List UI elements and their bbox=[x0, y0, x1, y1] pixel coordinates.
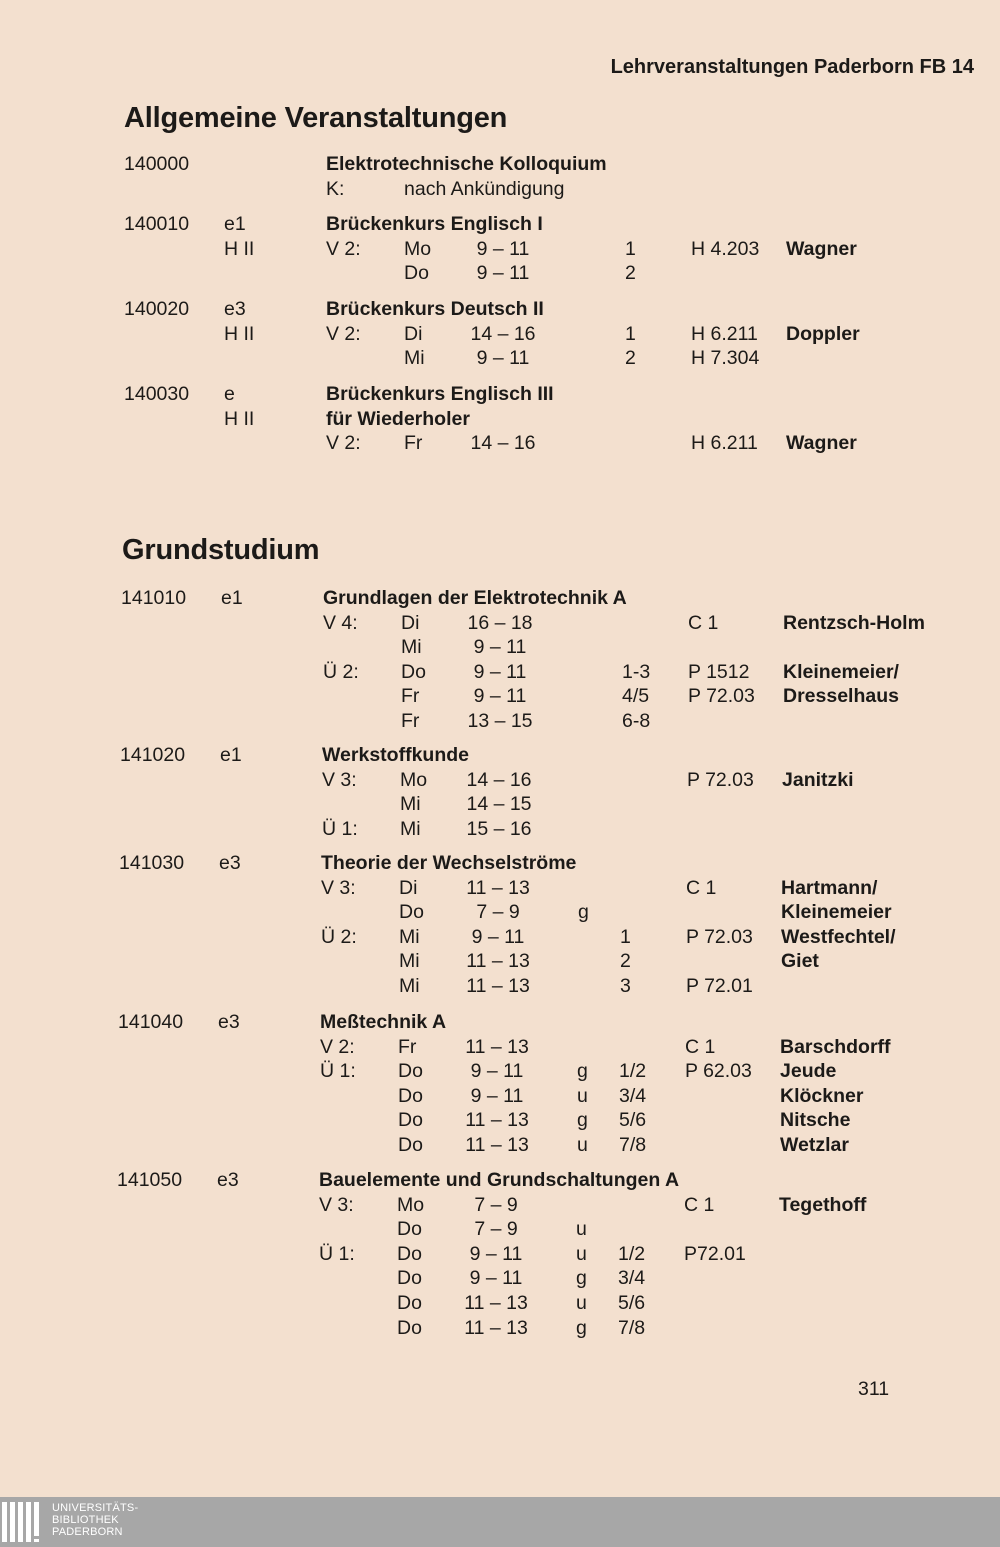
session-note: u bbox=[577, 1084, 588, 1107]
logo-line: PADERBORN bbox=[52, 1526, 123, 1538]
session-lecturer: Doppler bbox=[786, 322, 860, 345]
course-title: Bauelemente und Grundschaltungen A bbox=[319, 1169, 680, 1191]
session-day: Fr bbox=[398, 1035, 417, 1058]
session-lecturer: Kleinemeier/ bbox=[783, 660, 899, 683]
session-group: 3/4 bbox=[618, 1267, 646, 1290]
course-number: 140000 bbox=[124, 153, 190, 175]
session-time: 7 – 9 bbox=[474, 1193, 518, 1216]
session-day: Do bbox=[397, 1292, 422, 1314]
session-day: Di bbox=[401, 611, 420, 634]
course-location-code: H II bbox=[224, 237, 255, 260]
session-lecturer: Wagner bbox=[786, 237, 857, 260]
course-code: e3 bbox=[219, 852, 241, 874]
course-code: e bbox=[224, 383, 235, 405]
session-day: Mi bbox=[401, 636, 422, 659]
course-number: 140020 bbox=[124, 298, 190, 320]
section-title: Allgemeine Veranstaltungen bbox=[124, 102, 508, 134]
session-group: 5/6 bbox=[619, 1109, 647, 1132]
page-number: 311 bbox=[858, 1378, 890, 1400]
session-type: K: bbox=[326, 177, 345, 200]
session-room: H 4.203 bbox=[691, 237, 760, 260]
session-group: 5/6 bbox=[618, 1292, 646, 1314]
session-day: Mi bbox=[399, 925, 420, 948]
logo-line: UNIVERSITÄTS- bbox=[52, 1502, 139, 1514]
session-time: 11 – 13 bbox=[466, 950, 530, 973]
session-room: H 6.211 bbox=[691, 432, 758, 455]
session-time: 11 – 13 bbox=[465, 1109, 529, 1132]
session-day: Mo bbox=[397, 1193, 425, 1216]
course-number: 141010 bbox=[121, 587, 187, 609]
course-number: 141050 bbox=[117, 1169, 183, 1191]
session-group: 2 bbox=[625, 262, 636, 285]
session-time: 11 – 13 bbox=[466, 876, 530, 899]
session-day: Do bbox=[398, 1084, 423, 1107]
session-day: Mi bbox=[400, 793, 421, 816]
session-type: V 3: bbox=[322, 768, 357, 791]
session-type: V 2: bbox=[326, 432, 361, 455]
session-group: 3/4 bbox=[619, 1084, 647, 1107]
session-time: 9 – 11 bbox=[469, 1267, 523, 1290]
course-title: für Wiederholer bbox=[326, 407, 470, 430]
session-day: Mi bbox=[400, 817, 421, 840]
session-group: 1 bbox=[625, 237, 636, 260]
session-type: Ü 2: bbox=[323, 660, 359, 683]
course-location-code: H II bbox=[224, 322, 255, 345]
session-group: 4/5 bbox=[622, 685, 650, 708]
session-day: Do bbox=[398, 1060, 423, 1083]
session-type: V 3: bbox=[321, 876, 356, 899]
library-logo-icon bbox=[0, 1500, 48, 1544]
session-type: V 4: bbox=[323, 611, 358, 634]
session-time: 7 – 9 bbox=[476, 901, 520, 924]
session-room: P 72.03 bbox=[688, 685, 755, 708]
logo-line: BIBLIOTHEK bbox=[52, 1514, 119, 1526]
session-time: 14 – 15 bbox=[466, 793, 532, 816]
session-time: 11 – 13 bbox=[464, 1292, 528, 1314]
session-day: Fr bbox=[401, 710, 420, 732]
session-time: 14 – 16 bbox=[470, 432, 536, 455]
session-day: Do bbox=[397, 1242, 422, 1265]
course-code: e1 bbox=[224, 213, 246, 235]
session-lecturer: Jeude bbox=[780, 1060, 837, 1083]
session-day: Fr bbox=[404, 432, 423, 455]
session-lecturer: Klöckner bbox=[780, 1084, 864, 1107]
session-room: C 1 bbox=[685, 1035, 716, 1058]
session-time: 9 – 11 bbox=[469, 1242, 523, 1265]
session-group: 1/2 bbox=[619, 1060, 647, 1083]
session-time: 9 – 11 bbox=[470, 1084, 524, 1107]
session-lecturer: Kleinemeier bbox=[781, 901, 892, 924]
running-header: Lehrveranstaltungen Paderborn FB 14 bbox=[610, 56, 974, 78]
session-day: Do bbox=[397, 1316, 422, 1339]
session-time: 9 – 11 bbox=[476, 237, 530, 260]
course-title: Brückenkurs Deutsch II bbox=[326, 298, 544, 320]
session-group: 1-3 bbox=[622, 660, 651, 683]
session-day: Do bbox=[397, 1267, 422, 1290]
session-type: V 3: bbox=[319, 1193, 354, 1216]
session-note: u bbox=[576, 1292, 587, 1314]
course-title: Theorie der Wechselströme bbox=[321, 852, 577, 874]
session-day: Fr bbox=[401, 685, 420, 708]
course-number: 140010 bbox=[124, 213, 190, 235]
course-number: 140030 bbox=[124, 383, 190, 405]
session-room: C 1 bbox=[688, 611, 719, 634]
session-lecturer: Janitzki bbox=[782, 768, 854, 791]
session-type: V 2: bbox=[326, 237, 361, 260]
session-lecturer: Wagner bbox=[786, 432, 857, 455]
course-number: 141040 bbox=[118, 1011, 184, 1033]
session-time: 7 – 9 bbox=[474, 1218, 518, 1241]
session-time: 13 – 15 bbox=[467, 710, 533, 732]
session-room: P 72.03 bbox=[686, 925, 753, 948]
session-note: u bbox=[576, 1218, 587, 1241]
session-lecturer: Hartmann/ bbox=[781, 876, 878, 899]
course-code: e3 bbox=[224, 298, 246, 320]
session-group: 1/2 bbox=[618, 1242, 646, 1265]
course-title: Grundlagen der Elektrotechnik A bbox=[323, 587, 627, 609]
session-time: 11 – 13 bbox=[464, 1316, 528, 1339]
session-group: 2 bbox=[620, 950, 631, 973]
course-number: 141030 bbox=[119, 852, 185, 874]
session-note: g bbox=[577, 1109, 588, 1132]
session-group: 7/8 bbox=[619, 1134, 647, 1156]
session-lecturer: Rentzsch-Holm bbox=[783, 611, 925, 634]
session-room: H 6.211 bbox=[691, 322, 758, 345]
session-type: V 2: bbox=[326, 322, 361, 345]
session-room: P 72.01 bbox=[686, 975, 753, 997]
library-footer-bar bbox=[0, 1497, 1000, 1547]
session-group: 1 bbox=[625, 322, 636, 345]
session-time: 9 – 11 bbox=[473, 636, 527, 659]
session-group: 2 bbox=[625, 347, 636, 370]
session-group: 1 bbox=[620, 925, 631, 948]
course-code: e3 bbox=[218, 1011, 240, 1033]
session-day: Mi bbox=[404, 347, 425, 370]
session-day: Do bbox=[401, 660, 426, 683]
session-time: 11 – 13 bbox=[466, 975, 530, 997]
course-code: e1 bbox=[220, 744, 242, 766]
session-time: 9 – 11 bbox=[470, 1060, 524, 1083]
session-group: 7/8 bbox=[618, 1316, 646, 1339]
section-title: Grundstudium bbox=[122, 534, 320, 566]
session-note: g bbox=[576, 1316, 587, 1339]
session-note: g bbox=[576, 1267, 587, 1290]
session-time: 15 – 16 bbox=[466, 817, 532, 840]
course-code: e1 bbox=[221, 587, 243, 609]
session-time: 14 – 16 bbox=[470, 322, 536, 345]
session-lecturer: Nitsche bbox=[780, 1109, 851, 1132]
session-time: 11 – 13 bbox=[465, 1035, 529, 1058]
session-note: g bbox=[578, 901, 589, 924]
session-time: 9 – 11 bbox=[476, 262, 530, 285]
session-time: 9 – 11 bbox=[471, 925, 525, 948]
course-title: Werkstoffkunde bbox=[322, 744, 469, 766]
session-group: 3 bbox=[620, 975, 631, 997]
course-number: 141020 bbox=[120, 744, 186, 766]
session-lecturer: Tegethoff bbox=[779, 1193, 867, 1216]
session-time: 14 – 16 bbox=[466, 768, 532, 791]
session-room: P 1512 bbox=[688, 660, 750, 683]
session-day: Do bbox=[397, 1218, 422, 1241]
session-room: P 62.03 bbox=[685, 1060, 752, 1083]
session-time: 11 – 13 bbox=[465, 1134, 529, 1156]
session-type: Ü 1: bbox=[320, 1060, 356, 1083]
course-location-code: H II bbox=[224, 407, 255, 430]
session-day: nach Ankündigung bbox=[404, 177, 565, 200]
session-time: 16 – 18 bbox=[467, 611, 533, 634]
session-day: Do bbox=[398, 1134, 423, 1156]
library-logo-text bbox=[52, 1502, 138, 1538]
session-day: Do bbox=[404, 262, 429, 285]
session-time: 9 – 11 bbox=[473, 660, 527, 683]
session-day: Do bbox=[399, 901, 424, 924]
session-lecturer: Westfechtel/ bbox=[781, 925, 896, 948]
session-day: Mo bbox=[404, 237, 432, 260]
session-day: Di bbox=[399, 876, 418, 899]
session-type: V 2: bbox=[320, 1035, 355, 1058]
session-note: u bbox=[577, 1134, 588, 1156]
session-time: 9 – 11 bbox=[476, 347, 530, 370]
session-room: C 1 bbox=[684, 1193, 715, 1216]
session-lecturer: Barschdorff bbox=[780, 1035, 891, 1058]
session-room: H 7.304 bbox=[691, 347, 760, 370]
session-day: Mi bbox=[399, 950, 420, 973]
session-type: Ü 2: bbox=[321, 925, 357, 948]
session-type: Ü 1: bbox=[322, 817, 358, 840]
session-room: C 1 bbox=[686, 876, 717, 899]
session-day: Mi bbox=[399, 975, 420, 997]
session-type: Ü 1: bbox=[319, 1242, 355, 1265]
session-time: 9 – 11 bbox=[473, 685, 527, 708]
course-title: Elektrotechnische Kolloquium bbox=[326, 153, 607, 175]
course-title: Brückenkurs Englisch I bbox=[326, 213, 543, 235]
session-group: 6-8 bbox=[622, 710, 651, 732]
session-room: P 72.03 bbox=[687, 768, 754, 791]
session-day: Do bbox=[398, 1109, 423, 1132]
session-note: u bbox=[576, 1242, 587, 1265]
course-title: Brückenkurs Englisch III bbox=[326, 383, 554, 405]
course-code: e3 bbox=[217, 1169, 239, 1191]
session-day: Mo bbox=[400, 768, 428, 791]
session-room: P72.01 bbox=[684, 1242, 746, 1265]
session-lecturer: Dresselhaus bbox=[783, 685, 899, 708]
session-day: Di bbox=[404, 322, 423, 345]
session-lecturer: Wetzlar bbox=[780, 1134, 849, 1156]
session-note: g bbox=[577, 1060, 588, 1083]
session-lecturer: Giet bbox=[781, 950, 819, 973]
course-title: Meßtechnik A bbox=[320, 1011, 447, 1033]
